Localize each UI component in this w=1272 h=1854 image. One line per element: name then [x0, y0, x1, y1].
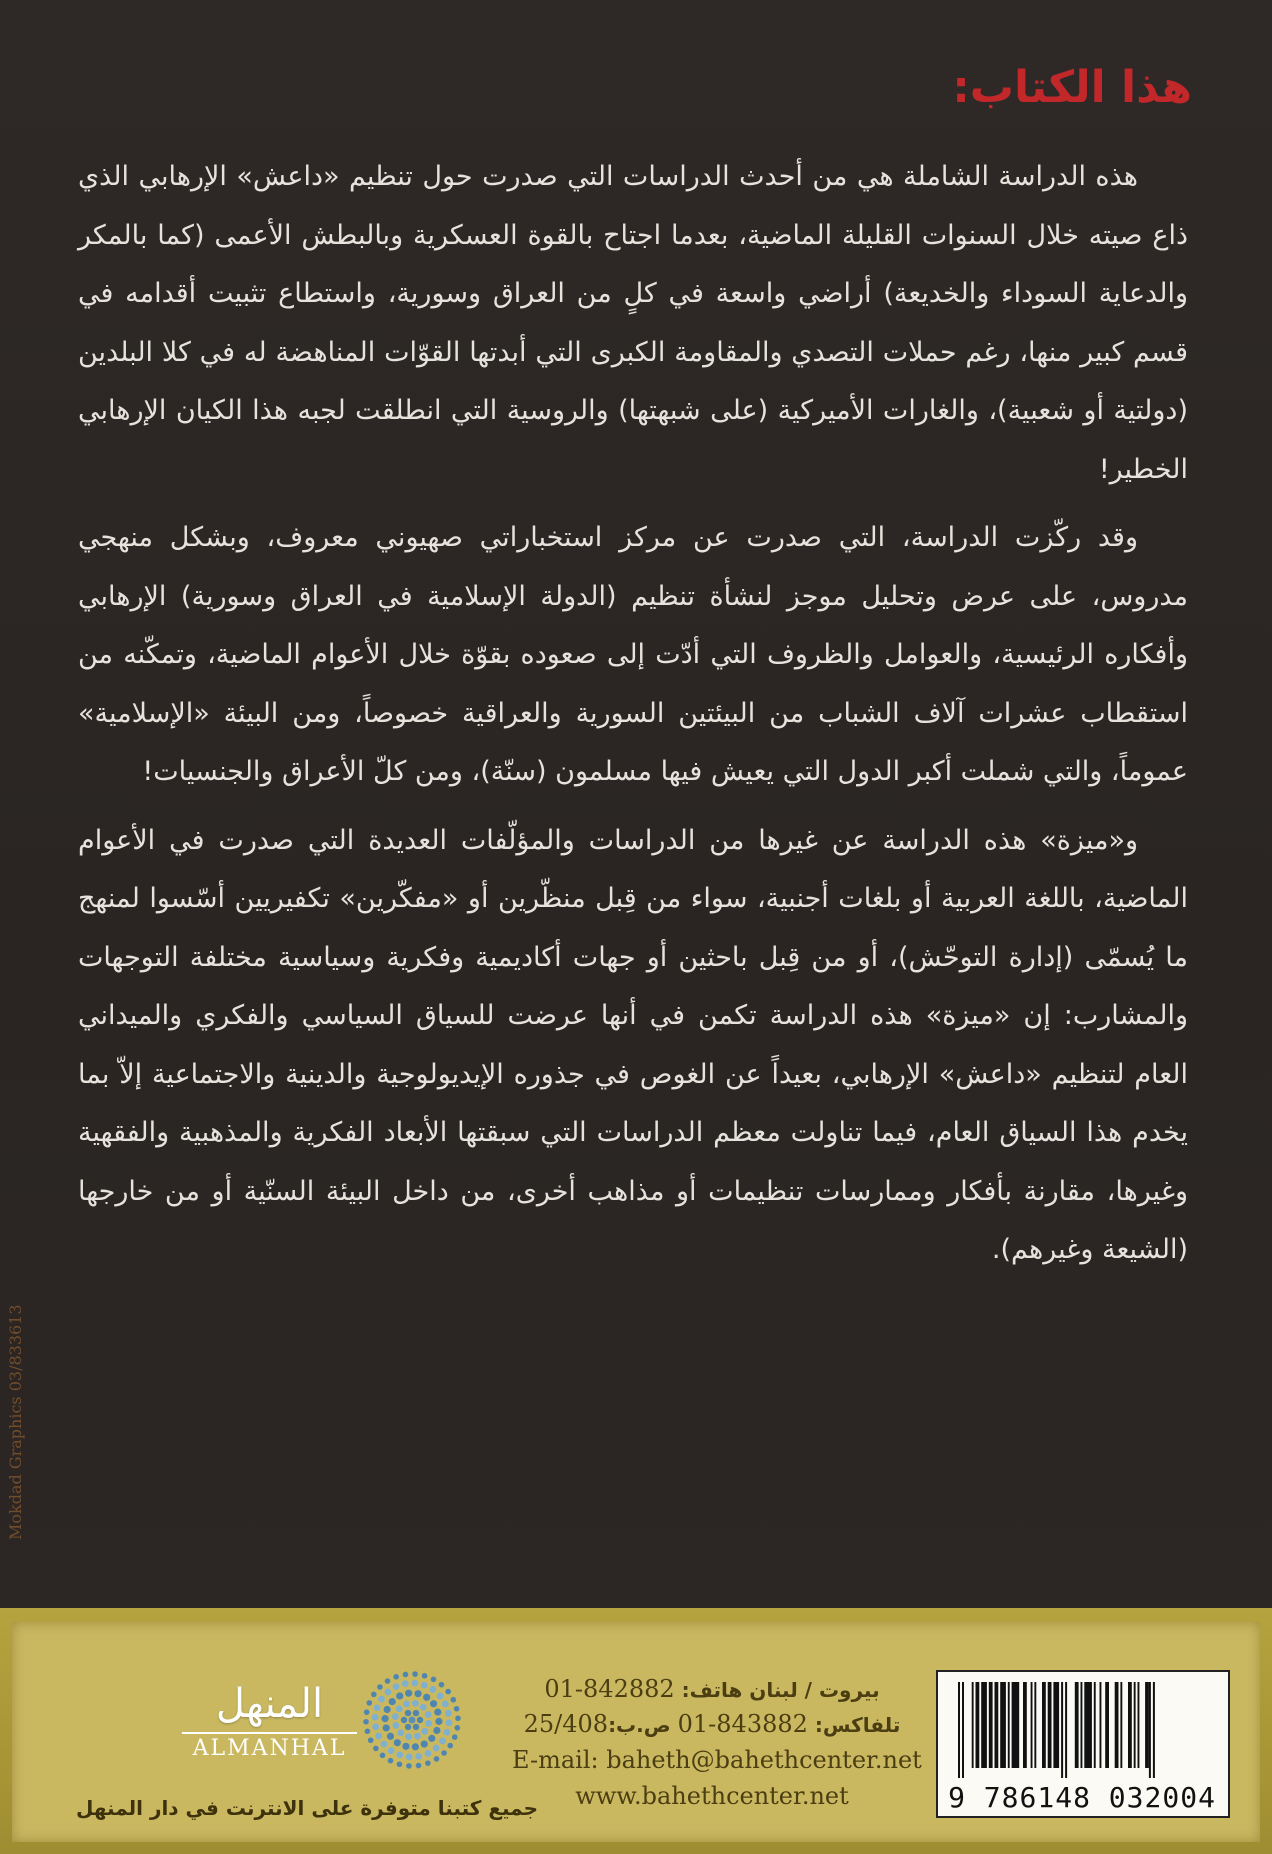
emblem-dot: [445, 1710, 452, 1717]
printer-watermark: Mokdad Graphics 03/833613: [6, 1304, 25, 1540]
barcode-bar: [1105, 1682, 1109, 1768]
emblem-dot: [414, 1733, 421, 1740]
barcode-bar: [1065, 1682, 1067, 1778]
barcode-bar: [1000, 1682, 1006, 1768]
barcode-bar: [1149, 1682, 1151, 1778]
emblem-dot: [435, 1718, 442, 1725]
emblem-dot: [445, 1719, 452, 1726]
barcode-bar: [1048, 1682, 1052, 1768]
emblem-dot: [437, 1693, 444, 1700]
emblem-dot: [393, 1674, 399, 1680]
barcode-bar: [958, 1682, 960, 1778]
emblem-dot: [447, 1743, 453, 1749]
barcode-bar: [981, 1682, 987, 1768]
emblem-dot: [401, 1717, 407, 1723]
emblem-dot: [452, 1734, 458, 1740]
emblem-dot: [413, 1724, 419, 1730]
isbn-number: 9 786148 032004: [948, 1781, 1216, 1814]
emblem-dot: [363, 1719, 369, 1725]
emblem-dot: [372, 1714, 379, 1721]
isbn-barcode: [936, 1670, 1230, 1818]
emblem-dot: [372, 1723, 379, 1730]
emblem-dot: [425, 1760, 431, 1766]
emblem-dot: [380, 1753, 386, 1759]
emblem-dot: [455, 1715, 461, 1721]
emblem-dot: [439, 1737, 446, 1744]
emblem-dot: [415, 1753, 422, 1760]
emblem-dot: [455, 1725, 461, 1731]
logo-english-text: ALMANHAL: [182, 1732, 357, 1761]
barcode-bar: [989, 1682, 993, 1768]
barcode-bar: [1145, 1682, 1149, 1768]
emblem-dot: [378, 1696, 385, 1703]
emblem-dot: [411, 1680, 418, 1687]
emblem-dot: [431, 1677, 437, 1683]
emblem-dot: [403, 1672, 409, 1678]
emblem-dot: [434, 1708, 441, 1715]
publisher-contact: [512, 1672, 922, 1814]
emblem-dot: [402, 1680, 409, 1687]
emblem-dot: [367, 1700, 373, 1706]
barcode-bar: [1034, 1682, 1036, 1768]
emblem-dot: [433, 1727, 440, 1734]
emblem-dot: [403, 1700, 410, 1707]
barcode-bar: [995, 1682, 999, 1768]
emblem-dot: [388, 1747, 395, 1754]
paragraph-1: هذه الدراسة الشاملة هي من أحدث الدراسات التي صدرت حول تنظيم «داعش» الإرهابي الذي ذاع صيته خلال السنوات القليلة الماضية، بعدما اجتاح بالقوة العسكرية وبالبطش الأعمى (كما بالمكر والدعاية السوداء والخديعة) أراضي واسعة في كلٍ من العراق وسورية، واستطاع تثبيت أقدامه في قسم كبير منها، رغم حملات التصدي والمقاومة الكبرى التي أبدتها القوّات المناهضة له في كلا البلدين (دولتية أو شعبية)، والغارات الأميركية (على شبهتها) والروسية التي انطلقت لجبه هذا الكيان الإرهابي الخطير!: [78, 161, 1188, 485]
footer-band: [0, 1608, 1272, 1854]
emblem-dot: [396, 1705, 403, 1712]
emblem-dot: [364, 1709, 370, 1715]
barcode-bar: [1084, 1682, 1092, 1768]
emblem-dot: [434, 1756, 440, 1762]
emblem-dot: [368, 1737, 374, 1743]
emblem-dot: [383, 1724, 390, 1731]
emblem-dot: [387, 1733, 394, 1740]
email-line: E-mail: baheth@bahethcenter.net: [512, 1746, 922, 1774]
barcode-bar: [1031, 1682, 1033, 1768]
emblem-dot: [417, 1717, 423, 1723]
emblem-dot: [405, 1733, 412, 1740]
barcode-bar: [976, 1682, 980, 1768]
emblem-dot: [430, 1700, 437, 1707]
emblem-dot: [412, 1743, 419, 1750]
emblem-dot: [394, 1739, 401, 1746]
emblem-dot: [397, 1761, 403, 1767]
emblem-dot: [385, 1689, 392, 1696]
pobox-number: 25/408: [523, 1710, 609, 1738]
emblem-dot: [445, 1689, 451, 1695]
barcode-bar: [962, 1682, 964, 1778]
emblem-dot: [397, 1729, 404, 1736]
barcode-bar: [1061, 1682, 1063, 1778]
emblem-dot: [371, 1692, 377, 1698]
barcode-bar: [1081, 1682, 1083, 1768]
emblem-dot: [425, 1711, 432, 1718]
emblem-dot: [392, 1722, 399, 1729]
barcode-bar: [972, 1682, 974, 1768]
barcode-bar: [1075, 1682, 1079, 1768]
barcode-bar: [1100, 1682, 1102, 1768]
fax-line: [512, 1707, 912, 1742]
online-availability-note: جميع كتبنا متوفرة على الانترنت في دار المنهل: [75, 1796, 538, 1820]
fax-number: 01-843882: [677, 1710, 808, 1738]
emblem-dot: [428, 1735, 435, 1742]
city-phone-label: بيروت / لبنان هاتف:: [681, 1678, 880, 1702]
emblem-dot: [381, 1715, 388, 1722]
pobox-label: ص.ب:: [608, 1713, 671, 1737]
emblem-dot: [421, 1740, 428, 1747]
emblem-dot: [421, 1728, 428, 1735]
footer-panel: [12, 1622, 1260, 1842]
barcode-bar: [1023, 1682, 1027, 1768]
emblem-dot: [433, 1745, 440, 1752]
emblem-dot: [406, 1753, 413, 1760]
emblem-dot: [414, 1690, 421, 1697]
emblem-dot: [421, 1682, 428, 1689]
emblem-dot: [423, 1694, 430, 1701]
emblem-dot: [388, 1758, 394, 1764]
emblem-dot: [396, 1692, 403, 1699]
emblem-dot: [444, 1729, 451, 1736]
emblem-dot: [405, 1724, 411, 1730]
emblem-dot: [406, 1763, 412, 1769]
emblem-dot: [439, 1682, 445, 1688]
emblem-dot: [385, 1678, 391, 1684]
section-heading: هذا الكتاب:: [952, 62, 1192, 113]
emblem-dot: [405, 1710, 411, 1716]
emblem-dot: [413, 1710, 419, 1716]
emblem-dot: [450, 1697, 456, 1703]
barcode-bar: [1138, 1682, 1140, 1768]
phone-number: 01-842882: [544, 1675, 675, 1703]
logo-arabic-text: المنهل: [215, 1681, 324, 1727]
barcode-bar: [1128, 1682, 1132, 1768]
emblem-dot: [429, 1686, 436, 1693]
almanhal-emblem-icon: [362, 1670, 462, 1770]
emblem-dot: [373, 1746, 379, 1752]
description-text: [78, 148, 1188, 1290]
barcode-bar: [1042, 1682, 1046, 1768]
almanhal-logo: [182, 1670, 462, 1770]
barcode-bar: [1120, 1682, 1122, 1768]
emblem-dot: [442, 1701, 449, 1708]
paragraph-2: وقد ركّزت الدراسة، التي صدرت عن مركز استخباراتي صهيوني معروف، وبشكل منهجي مدروس، على عرض وتحليل موجز لنشأة تنظيم (الدولة الإسلامية في العراق وسورية) الإرهابي وأفكاره الرئيسية، والعوامل والظروف التي أدّت إلى صعوده بقوّة خلال الأعوام الماضية، وتمكّنه من استقطاب عشرات آلاف الشباب من البيئتين السورية والعراقية خصوصاً، ومن البيئة «الإسلامية» عموماً، والتي شملت أكبر الدول التي يعيش فيها مسلمون (سنّة)، ومن كلّ الأعراق والجنسيات!: [78, 522, 1188, 787]
barcode-bar: [1115, 1682, 1119, 1768]
paragraph-3: و«ميزة» هذه الدراسة عن غيرها من الدراسات والمؤلّفات العديدة التي صدرت في الأعوام الماضية، باللغة العربية أو بلغات أجنبية، سواء من قِبل منظّرين أو «مفكّرين» تكفيريين أسّسوا لمنهج ما يُسمّى (إدارة التوحّش)، أو من قِبل باحثين أو جهات أكاديمية وفكرية وسياسية مختلفة التوجهات والمشارب: إن «ميزة» هذه الدراسة تكمن في أنها عرضت للسياق السياسي والفكري والميداني العام لتنظيم «داعش» الإرهابي، بعيداً عن الغوص في جذوره الإيديولوجية والدينية والاجتماعية إلاّ بما يخدم هذا السياق العام، فيما تناولت معظم الدراسات التي سبقتها الأبعاد الفكرية والمذهبية والفقهية وغيرها، مقارنة بأفكار وممارسات تنظيمات أو مذاهب أخرى، من داخل البيئة السنّية أو من خارجها (الشيعة وغيرهم).: [78, 824, 1188, 1265]
fax-label: تلفاكس:: [814, 1713, 901, 1737]
emblem-dot: [405, 1690, 412, 1697]
emblem-dot: [365, 1728, 371, 1734]
emblem-dot: [425, 1720, 432, 1727]
website-line: www.bahethcenter.net: [575, 1782, 849, 1810]
emblem-dot: [402, 1743, 409, 1750]
emblem-dot: [441, 1750, 447, 1756]
emblem-dot: [422, 1673, 428, 1679]
emblem-dot: [377, 1684, 383, 1690]
emblem-dot: [425, 1750, 432, 1757]
emblem-dot: [412, 1700, 419, 1707]
phone-line: [512, 1672, 912, 1707]
emblem-dot: [375, 1733, 382, 1740]
emblem-dot: [384, 1706, 391, 1713]
emblem-dot: [454, 1706, 460, 1712]
emblem-dot: [409, 1717, 416, 1724]
emblem-dot: [392, 1713, 399, 1720]
barcode-bar: [1008, 1682, 1010, 1768]
emblem-dot: [396, 1752, 403, 1759]
emblem-dot: [393, 1683, 400, 1690]
emblem-dot: [412, 1671, 418, 1677]
barcode-bar: [1053, 1682, 1059, 1768]
barcode-bars: [956, 1682, 1210, 1778]
emblem-dot: [389, 1698, 396, 1705]
barcode-bar: [1012, 1682, 1020, 1768]
emblem-dot: [374, 1704, 381, 1711]
emblem-dot: [381, 1741, 388, 1748]
barcode-bar: [1094, 1682, 1096, 1768]
barcode-bar: [1153, 1682, 1155, 1778]
barcode-bar: [1134, 1682, 1136, 1768]
emblem-dot: [416, 1763, 422, 1769]
emblem-dot: [420, 1704, 427, 1711]
